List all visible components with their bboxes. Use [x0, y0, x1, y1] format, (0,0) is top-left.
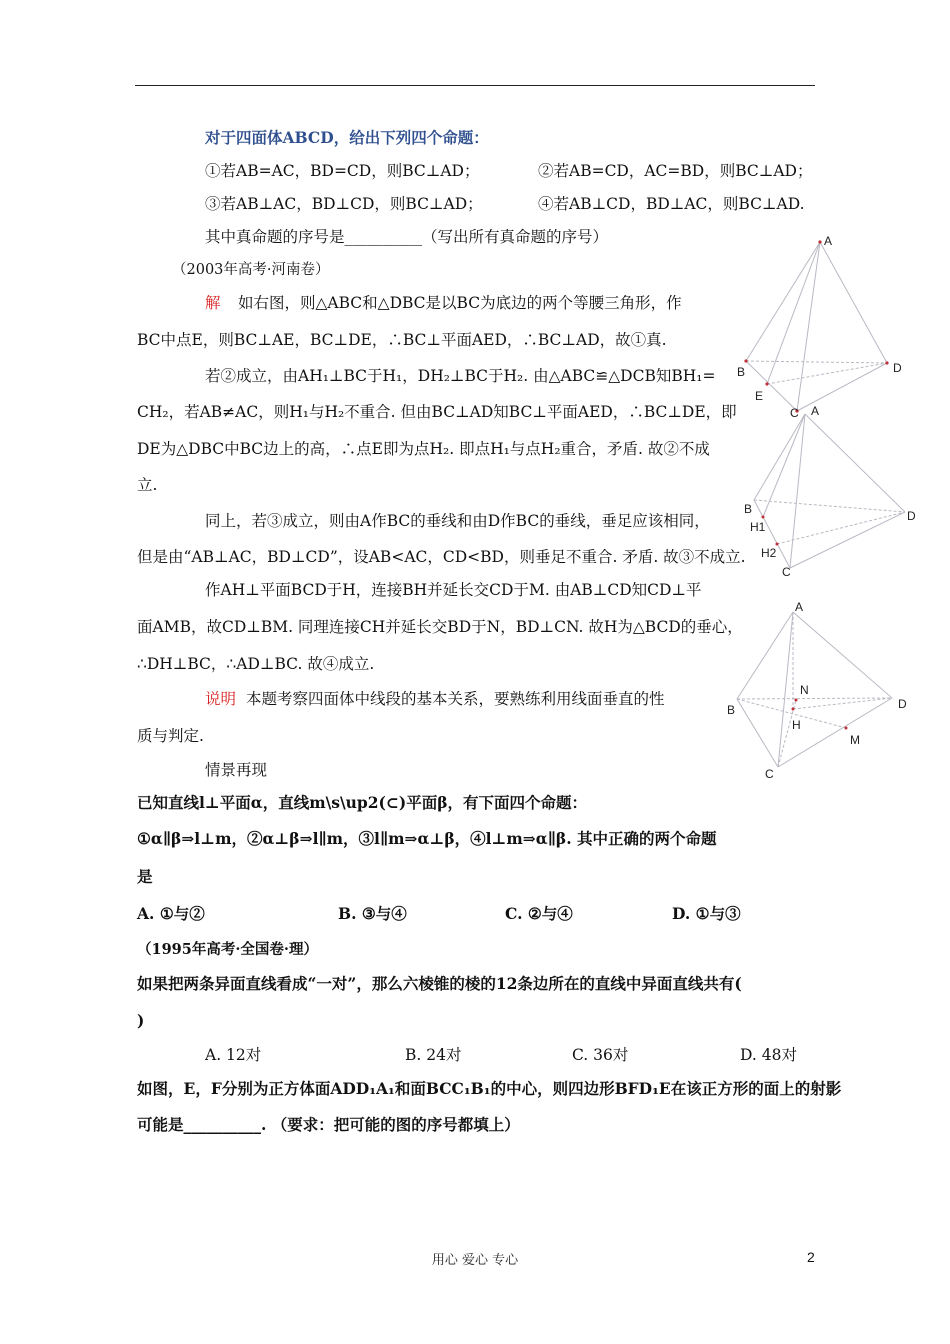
section-label: 情景再现 — [205, 761, 268, 779]
problem3-stem: 如果把两条异面直线看成“一对”，那么六棱锥的棱的12条边所在的直线中异面直线共有( — [137, 974, 742, 993]
vertex-label: E — [755, 389, 764, 403]
problem1-question: 其中真命题的序号是__________（写出所有真命题的序号） — [205, 228, 609, 246]
proposition-4: ④若AB⊥CD，BD⊥AC，则BC⊥AD. — [538, 195, 805, 213]
vertex-label: D — [898, 697, 907, 711]
problem1-title: 对于四面体ABCD，给出下列四个命题： — [205, 128, 489, 147]
proposition-3: ③若AB⊥AC，BD⊥CD，则BC⊥AD； — [205, 195, 483, 213]
solution-line: CH₂，若AB≠AC，则H₁与H₂不重合. 但由BC⊥AD知BC⊥平面AED，∴BC⊥DE，即 — [137, 403, 737, 421]
solution-line: 同上，若③成立，则由A作BC的垂线和由D作BC的垂线，垂足应该相同， — [205, 512, 710, 530]
problem1-source: （2003年高考·河南卷） — [172, 262, 330, 278]
solution-line: BC中点E，则BC⊥AE，BC⊥DE，∴BC⊥平面AED，∴BC⊥AD，故①真. — [137, 331, 667, 349]
note-line: 本题考察四面体中线段的基本关系，要熟练利用线面垂直的性 — [246, 690, 665, 708]
tetrahedron-figure-2 — [730, 400, 920, 585]
tetrahedron-figure-3 — [722, 595, 922, 785]
problem2-line2: ①α∥β⇒l⊥m，②α⊥β⇒l∥m，③l∥m⇒α⊥β，④l⊥m⇒α∥β. 其中正确的两个命题 — [137, 829, 717, 848]
solution-line: DE为△DBC中BC边上的高，∴点E即为点H₂. 即点H₁与点H₂重合，矛盾. 故②不成 — [137, 440, 710, 458]
problem3-option-a: A. 12对 — [205, 1046, 262, 1064]
problem2-line3: 是 — [137, 867, 153, 886]
vertex-label: H1 — [750, 520, 766, 534]
problem3-option-b: B. 24对 — [405, 1046, 462, 1064]
vertex-label: A — [795, 600, 804, 614]
solution-line: 如右图，则△ABC和△DBC是以BC为底边的两个等腰三角形，作 — [238, 294, 682, 312]
problem2-option-d: D. ①与③ — [672, 904, 741, 923]
note-tag: 说明 — [205, 690, 237, 708]
vertex-label: C — [782, 565, 791, 579]
tetrahedron-figure-1 — [730, 230, 920, 420]
header-rule — [135, 85, 815, 86]
solution-line: ∴DH⊥BC，∴AD⊥BC. 故④成立. — [137, 655, 375, 673]
problem3-option-c: C. 36对 — [572, 1046, 629, 1064]
vertex-label: D — [893, 361, 902, 375]
note-line: 质与判定. — [137, 727, 204, 745]
solution-line: 若②成立，由AH₁⊥BC于H₁，DH₂⊥BC于H₂. 由△ABC≌△DCB知BH₁= — [205, 367, 716, 385]
vertex-label: H — [792, 718, 801, 732]
solution-line: 立. — [137, 476, 158, 494]
solution-tag: 解 — [205, 294, 221, 312]
problem3-option-d: D. 48对 — [740, 1046, 797, 1064]
solution-line: 作AH⊥平面BCD于H，连接BH并延长交CD于M. 由AB⊥CD知CD⊥平 — [205, 581, 702, 599]
vertex-label: B — [737, 365, 746, 379]
problem2-option-b: B. ③与④ — [338, 904, 407, 923]
proposition-2: ②若AB=CD，AC=BD，则BC⊥AD； — [538, 162, 813, 180]
vertex-label: C — [790, 406, 799, 420]
vertex-label: B — [727, 703, 736, 717]
vertex-label: C — [765, 767, 774, 781]
solution-line: 面AMB，故CD⊥BM. 同理连接CH并延长交BD于N，BD⊥CN. 故H为△BCD的垂心， — [137, 618, 743, 636]
page-footer: 用心 爱心 专心 — [431, 1253, 519, 1268]
problem4-stem: 如图，E，F分别为正方体面ADD₁A₁和面BCC₁B₁的中心，则四边形BFD₁E在该正方形的面上的射影 — [137, 1079, 842, 1098]
page-number: 2 — [807, 1249, 815, 1265]
problem2-stem: 已知直线l⊥平面α，直线m\s\up2(⊂)平面β，有下面四个命题： — [137, 793, 587, 812]
problem3-stem-cont: ) — [137, 1011, 145, 1030]
proposition-1: ①若AB=AC，BD=CD，则BC⊥AD； — [205, 162, 480, 180]
problem2-option-c: C. ②与④ — [505, 904, 573, 923]
problem2-source: （1995年高考·全国卷·理） — [137, 941, 318, 958]
vertex-label: M — [850, 733, 860, 747]
vertex-label: A — [811, 404, 820, 418]
problem2-option-a: A. ①与② — [137, 904, 205, 923]
problem4-stem-cont: 可能是__________. （要求：把可能的图的序号都填上） — [137, 1115, 520, 1134]
vertex-label: H2 — [761, 546, 777, 560]
vertex-label: D — [907, 509, 916, 523]
vertex-label: A — [824, 234, 833, 248]
vertex-label: N — [800, 683, 809, 697]
solution-line: 但是由“AB⊥AC，BD⊥CD”，设AB<AC，CD<BD，则垂足不重合. 矛盾. 故③不成立. — [137, 548, 746, 566]
vertex-label: B — [744, 502, 753, 516]
